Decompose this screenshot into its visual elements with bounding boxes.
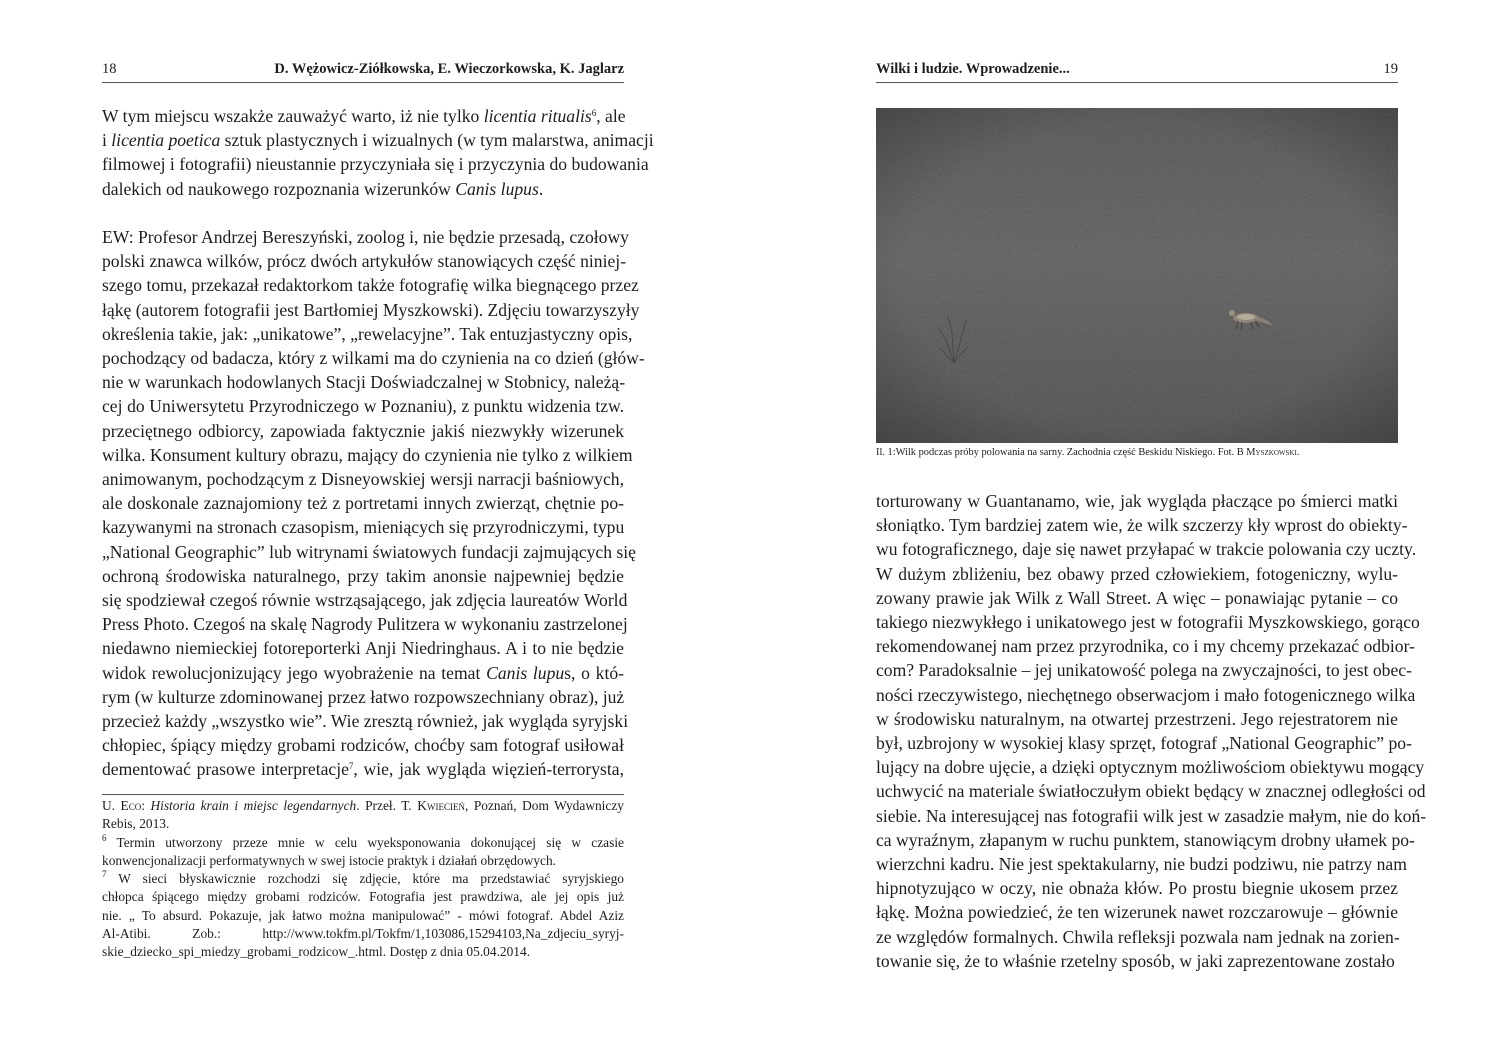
text-run: chłopca śpiącego między grobami rodziców. Fotografia jest prawdziwa, ale jej opis już xyxy=(102,889,624,905)
text-run: Rebis, 2013. xyxy=(102,816,170,832)
text-run: nie w warunkach hodowlanych Stacji Doświadczalnej w Stobnicy, należą- xyxy=(102,372,626,393)
text-run: wu fotograficznego, daje się nawet przyłapać w trakcie polowania czy uczty. xyxy=(876,539,1417,560)
text-line xyxy=(102,128,654,152)
text-line xyxy=(102,225,629,249)
text-line xyxy=(102,612,628,636)
footnote-line xyxy=(102,925,624,943)
footnote-line xyxy=(102,797,624,815)
text-run: nie. „ To absurd. Pokazuje, jak łatwo można manipulować” - mówi fotograf. Abdel Aziz xyxy=(102,907,624,923)
text-line xyxy=(102,152,649,176)
text-run: com? Paradoksalnie – jej unikatowość polega na zwyczajności, to jest obec- xyxy=(876,660,1412,681)
small-caps-name: Kwiecień xyxy=(417,798,465,813)
text-run: torturowany w Guantanamo, wie, jak wygląda płaczące po śmierci matki xyxy=(876,491,1398,511)
text-run: ności rzeczywistego, niechętnego obserwacjom i mało fotogenicznego wilka xyxy=(876,684,1416,705)
text-run: U. xyxy=(102,798,121,813)
text-line xyxy=(876,949,1398,973)
text-line xyxy=(102,540,636,564)
text-line xyxy=(102,467,624,491)
text-line xyxy=(102,491,624,515)
italic-text: licentia ritualis xyxy=(483,106,592,126)
text-run: chłopiec, śpiący między grobami rodziców, choćby sam fotograf usiłował xyxy=(102,735,624,756)
text-line xyxy=(876,586,1398,610)
footnote-line xyxy=(102,815,624,833)
text-line xyxy=(876,731,1412,755)
text-line xyxy=(102,298,640,322)
footnote-line xyxy=(102,907,624,925)
text-line xyxy=(102,177,624,201)
text-line xyxy=(876,828,1415,852)
footnote-line xyxy=(102,888,624,906)
text-line xyxy=(102,443,633,467)
text-run: s, o któ- xyxy=(564,662,624,683)
footnote xyxy=(102,797,624,834)
text-line xyxy=(876,683,1416,707)
text-line xyxy=(876,804,1427,828)
text-line xyxy=(102,636,624,660)
text-run: . xyxy=(1296,447,1300,458)
text-run: Al-Atibi. Zob.: http://www.tokfm.pl/Tokfm/1,103086,15294103,Na_zdjeciu_syryj- xyxy=(102,926,624,942)
text-run: : xyxy=(141,798,151,813)
text-run: EW: Profesor Andrzej Bereszyński, zoolog i, nie będzie przesadą, czołowy xyxy=(102,227,629,247)
text-line xyxy=(102,322,633,346)
footnote-line xyxy=(102,834,624,852)
text-run: określenia takie, jak: „unikatowe”, „rewelacyjne”. Tak entuzjastyczny opis, xyxy=(102,323,633,344)
paragraph xyxy=(102,225,645,782)
text-run: ca wyraźnym, złapanym w ruchu punktem, stanowiącym drobny ułamek po- xyxy=(876,829,1415,850)
footnotes xyxy=(102,797,624,962)
text-run: ale doskonale zaznajomiony też z portretami innych zwierząt, chętnie po- xyxy=(102,493,624,514)
text-run: lujący na dobre ujęcie, a dzięki optycznym możliwościom obiektywu mogący xyxy=(876,757,1425,778)
text-run: szego tomu, przekazał redaktorkom także fotografię wilka biegnącego przez xyxy=(102,275,639,296)
text-run: łąkę. Można powiedzieć, że ten wizerunek nawet rozczarowuje – głównie xyxy=(876,902,1398,923)
footnote-line xyxy=(102,852,624,870)
footnote-ref: 6 xyxy=(102,832,107,843)
text-line xyxy=(876,610,1420,634)
text-run: wierzchni kadru. Nie jest spektakularny, nie budzi podziwu, nie patrzy nam xyxy=(876,854,1407,875)
text-run: rekomendowanej nam przez przyrodnika, co i my chcemy przekazać odbior- xyxy=(876,636,1415,657)
text-run: siebie. Na interesującej nas fotografii wilk jest w zasadzie małym, nie do koń- xyxy=(876,805,1427,826)
text-line xyxy=(876,489,1398,513)
text-run: wilka. Konsument kultury obrazu, mający do czynienia nie tylko z wilkiem xyxy=(102,444,633,465)
italic-text: Canis lupu xyxy=(486,662,565,683)
footnote xyxy=(102,834,624,871)
text-line xyxy=(876,755,1425,779)
text-run: takiego niezwykłego i unikatowego jest w fotografii Myszkowskiego, gorąco xyxy=(876,612,1420,633)
text-line xyxy=(102,685,624,709)
paragraph xyxy=(102,104,654,201)
text-run: skie_dziecko_spi_miedzy_grobami_rodzicow_.html. Dostęp z dnia 05.04.2014. xyxy=(102,944,531,960)
text-run: sztuk plastycznych i wizualnych (w tym malarstwa, animacji xyxy=(220,130,654,151)
footnote xyxy=(102,870,624,961)
text-run: . Przeł. T. xyxy=(356,798,418,813)
text-line xyxy=(876,925,1398,949)
text-line xyxy=(876,658,1412,682)
footnote-divider xyxy=(102,794,624,795)
text-run: hipnotyzująco w oczy, nie obnaża kłów. Po prostu biegnie ukosem przez xyxy=(876,878,1398,899)
text-run: W tym miejscu wszakże zauważyć warto, iż nie tylko xyxy=(102,106,484,126)
text-run: pochodzący od badacza, który z wilkami ma do czynienia na co dzień (głów- xyxy=(102,348,645,369)
text-line xyxy=(102,515,624,539)
small-caps-name: Eco xyxy=(120,798,142,813)
text-line xyxy=(876,562,1398,586)
text-line xyxy=(876,513,1408,537)
text-run: rym (w kulturze zdominowanej przez łatwo rozpowszechniany obraz), już xyxy=(102,686,625,707)
text-run: był, uzbrojony w wysokiej klasy sprzęt, fotograf „National Geographic” po- xyxy=(876,733,1412,754)
text-run: w środowisku naturalnym, na otwartej przestrzeni. Jego rejestratorem nie xyxy=(876,708,1398,729)
text-line xyxy=(102,419,624,443)
text-line xyxy=(876,537,1417,561)
text-run: , ale xyxy=(596,106,626,126)
text-line xyxy=(876,707,1398,731)
text-run: łąkę (autorem fotografii jest Bartłomiej Myszkowski). Zdjęciu towarzyszyły xyxy=(102,299,640,320)
text-run: , Poznań, Dom Wydawniczy xyxy=(464,798,624,813)
text-run: słoniątko. Tym bardziej zatem wie, że wilk szczerzy kły wprost do obiekty- xyxy=(876,515,1408,536)
text-run: konwencjonalizacji performatywnych w swej istocie praktyk i działań obrzędowych. xyxy=(102,852,557,868)
text-run: W sieci błyskawicznie rozchodzi się zdjęcie, które ma przedstawiać syryjskiego xyxy=(106,871,624,887)
italic-text: licentia poetica xyxy=(111,130,221,151)
text-line xyxy=(876,876,1398,900)
footnote-line xyxy=(102,943,624,961)
text-line xyxy=(102,370,624,394)
text-line xyxy=(876,852,1407,876)
text-run: się spodziewał czegoś równie wstrząsającego, jak zdjęcia laureatów World xyxy=(102,590,628,611)
text-run: przecież każdy „wszystko wie”. Wie zresztą również, jak wygląda syryjski xyxy=(102,711,629,732)
text-line xyxy=(102,104,624,128)
footnote-line xyxy=(102,870,624,888)
text-run: kazywanymi na stronach czasopism, mieniących się przyrodniczymi, typu xyxy=(102,517,625,538)
text-line xyxy=(102,273,639,297)
running-head xyxy=(876,58,1398,83)
text-run: niedawno niemieckiej fotoreporterki Anji Niedringhaus. A i to nie będzie xyxy=(102,638,624,659)
text-run: przeciętnego odbiorcy, zapowiada faktycznie jakiś niezwykły wizerunek xyxy=(102,420,624,441)
running-head-authors: D. Wężowicz-Ziółkowska, E. Wieczorkowska, K. Jaglarz xyxy=(274,61,624,77)
text-run: dalekich od naukowego rozpoznania wizerunków xyxy=(102,178,456,199)
text-run: „National Geographic” lub witrynami światowych fundacji zajmujących się xyxy=(102,541,636,562)
running-head xyxy=(102,58,624,83)
page-number: 18 xyxy=(102,61,117,77)
text-line xyxy=(876,779,1426,803)
text-run: ochroną środowiska naturalnego, przy takim anonsie najpewniej będzie xyxy=(102,565,624,586)
page-number: 19 xyxy=(1383,61,1398,77)
text-run: uchwycić na materiale światłoczułym obiekt będący w znacznej odległości od xyxy=(876,781,1426,802)
small-caps-name: Myszkowski xyxy=(1246,447,1297,458)
text-run: animowanym, pochodzącym z Disneyowskiej wersji narracji baśniowych, xyxy=(102,469,624,490)
text-run: polski znawca wilków, prócz dwóch artykułów stanowiących część niniej- xyxy=(102,251,627,272)
text-run: . xyxy=(538,178,544,199)
text-run: zowany prawie jak Wilk z Wall Street. A więc – ponawiając pytanie – co xyxy=(876,587,1398,608)
figure-caption xyxy=(876,446,1398,460)
text-line xyxy=(876,634,1415,658)
text-line xyxy=(102,757,624,781)
text-run: , wie, jak wygląda więzień-terrorysta, xyxy=(353,759,625,780)
text-run: widok rewolucjonizujący jego wyobrażenie na temat xyxy=(102,662,487,683)
text-line xyxy=(102,733,624,757)
text-line xyxy=(102,661,624,685)
wolf-photo xyxy=(876,108,1398,443)
text-run: i xyxy=(102,130,112,151)
paragraph xyxy=(876,489,1427,973)
text-run: filmowej i fotografii) nieustannie przyczyniała się i przyczynia do budowania xyxy=(102,154,649,175)
text-run: Press Photo. Czegoś na skalę Nagrody Pulitzera w wykonaniu zastrzelonej xyxy=(102,614,628,635)
italic-text: Historia krain i miejsc legendarnych xyxy=(150,798,357,813)
text-line xyxy=(876,900,1398,924)
text-run: ze względów formalnych. Chwila refleksji pozwala nam jednak na zorien- xyxy=(876,926,1400,947)
text-run: cej do Uniwersytetu Przyrodniczego w Poznaniu), z punktu widzenia tzw. xyxy=(102,396,624,417)
text-run: W dużym zbliżeniu, bez obawy przed człowiekiem, fotogeniczny, wylu- xyxy=(876,563,1398,584)
text-run: towanie się, że to właśnie rzetelny sposób, w jaki zaprezentowane zostało xyxy=(876,950,1395,971)
footnote-ref: 7 xyxy=(102,869,107,880)
text-line xyxy=(102,709,629,733)
text-run: dementować prasowe interpretacje xyxy=(102,759,349,780)
text-line xyxy=(102,564,624,588)
text-run: Il. 1:Wilk podczas próby polowania na sarny. Zachodnia część Beskidu Niskiego. Fot. B xyxy=(876,447,1247,458)
running-head-title: Wilki i ludzie. Wprowadzenie... xyxy=(876,61,1070,77)
text-line xyxy=(102,346,645,370)
text-line xyxy=(102,249,627,273)
text-run: Termin utworzony przeze mnie w celu wyeksponowania dokonującej się w czasie xyxy=(106,834,624,850)
text-line xyxy=(102,588,628,612)
italic-text: Canis lupus xyxy=(455,178,539,199)
text-line xyxy=(102,394,624,418)
footnote-ref: 7 xyxy=(348,761,354,772)
footnote-ref: 6 xyxy=(591,108,597,118)
